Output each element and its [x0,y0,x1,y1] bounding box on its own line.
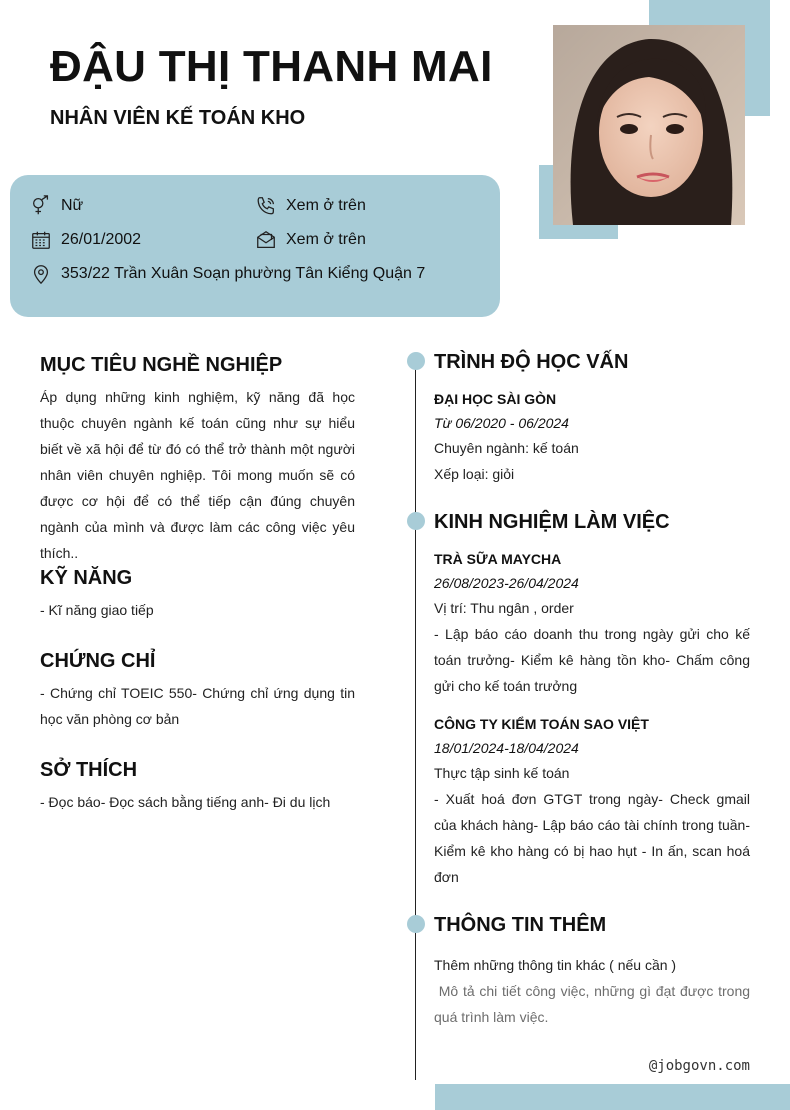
skills-title: KỸ NĂNG [40,567,133,589]
extra-title: THÔNG TIN THÊM [434,914,607,936]
job-2-period: 18/01/2024-18/04/2024 [434,740,579,756]
education-period: Từ 06/2020 - 06/2024 [434,415,569,431]
calendar-icon [30,229,52,251]
candidate-name: ĐẬU THỊ THANH MAI [50,42,493,91]
contact-phone [255,194,366,218]
job-1-position: Vị trí: Thu ngân , order [434,600,574,616]
email-icon [255,229,277,251]
job-1-description: - Lập báo cáo doanh thu trong ngày gửi cho kế toán trưởng- Kiểm kê hàng tồn kho- Chấm công gửi cho kế toán trưởng [434,626,750,694]
job-1-company: TRÀ SỮA MAYCHA [434,551,562,567]
gender-value: Nữ [61,197,84,214]
timeline-dot-experience [407,512,425,530]
timeline-dot-education [407,352,425,370]
skills-text: - Kĩ năng giao tiếp [40,602,154,618]
job-2-company: CÔNG TY KIỂM TOÁN SAO VIỆT [434,716,649,732]
job-2-description: - Xuất hoá đơn GTGT trong ngày- Check gmail của khách hàng- Lập báo cáo tài chính trong tuần- Kiểm kê kho hàng có bị hao hụt - In ấn, scan hoá đơn [434,791,750,885]
education-grade: Xếp loại: giỏi [434,466,515,482]
deco-block-bottom [435,1084,790,1110]
job-2-position: Thực tập sinh kế toán [434,765,570,781]
timeline-line [415,362,416,1080]
watermark: @jobgovn.com [648,1058,750,1074]
experience-title: KINH NGHIỆM LÀM VIỆC [434,511,670,533]
hobbies-text: - Đọc báo- Đọc sách bằng tiếng anh- Đi du lịch [40,794,331,810]
certificates-title: CHỨNG CHỈ [40,650,156,672]
timeline-dot-extra [407,915,425,933]
phone-value: Xem ở trên [286,197,366,214]
education-title: TRÌNH ĐỘ HỌC VẤN [434,351,629,373]
email-value: Xem ở trên [286,231,366,248]
phone-icon [255,195,277,217]
extra-heading: Thêm những thông tin khác ( nếu cần ) [434,957,677,973]
contact-birthday [30,228,141,252]
extra-description: Mô tả chi tiết công việc, những gì đạt được trong quá trình làm việc. [434,983,754,1025]
address-value: 353/22 Trần Xuân Soạn phường Tân Kiểng Quận 7 [61,265,426,282]
education-major: Chuyên ngành: kế toán [434,440,579,456]
birthday-value: 26/01/2002 [61,231,142,248]
contact-address [30,262,425,286]
contact-gender [30,194,83,218]
certificates-text: - Chứng chỉ TOEIC 550- Chứng chỉ ứng dụng tin học văn phòng cơ bản [40,685,355,727]
objective-text: Áp dụng những kinh nghiệm, kỹ năng đã học thuộc chuyên ngành kế toán cũng như sự hiểu biết về xã hội để từ đó có thể trở thành một người nhân viên chuyên nghiệp. Tôi mong muốn sẽ có được cơ hội để có thể tiếp cận đúng chuyên ngành của mình và được làm các công việc yêu thích.. [40,389,355,561]
education-school: ĐẠI HỌC SÀI GÒN [434,391,557,407]
gender-icon [30,195,52,217]
contact-email [255,228,366,252]
job-1-period: 26/08/2023-26/04/2024 [434,575,579,591]
portrait-illustration [553,25,745,225]
job-title: NHÂN VIÊN KẾ TOÁN KHO [50,107,306,129]
hobbies-title: SỞ THÍCH [40,759,138,781]
location-pin-icon [30,263,52,285]
objective-title: MỤC TIÊU NGHỀ NGHIỆP [40,354,283,376]
profile-photo [553,25,745,225]
